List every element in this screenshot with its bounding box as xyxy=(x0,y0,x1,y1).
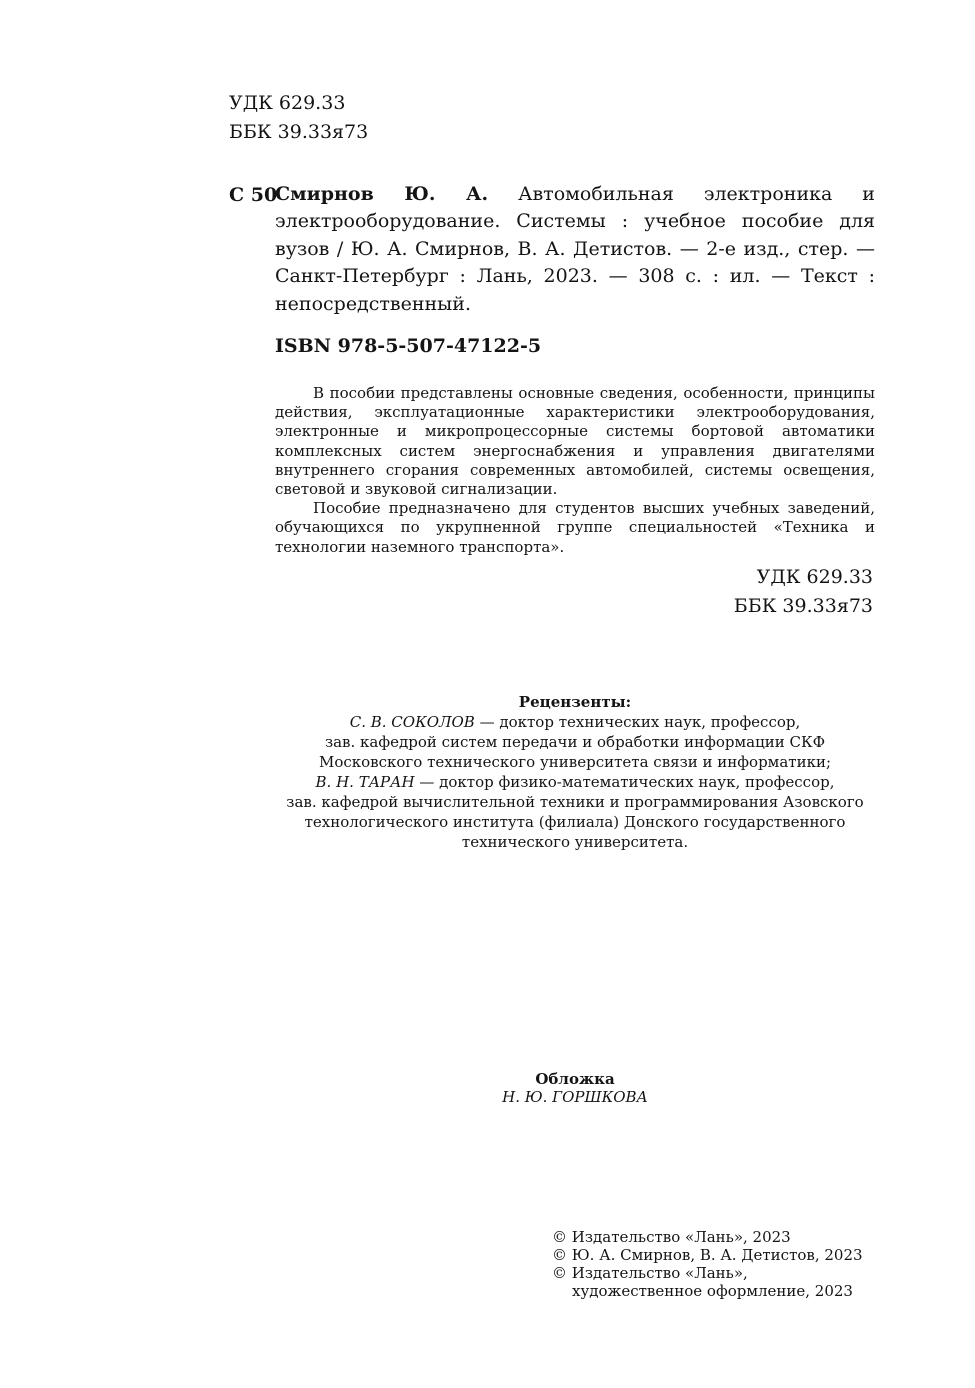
bbk-code-repeat: ББК 39.33я73 xyxy=(733,595,873,617)
cover-heading: Обложка xyxy=(535,1070,615,1088)
isbn: ISBN 978-5-507-47122-5 xyxy=(275,335,542,357)
udk-code-repeat: УДК 629.33 xyxy=(756,566,873,588)
copyright-line: художественное оформление, 2023 xyxy=(572,1282,853,1300)
catalog-number: С 50 xyxy=(229,184,278,206)
reviewer-line: технологического института (филиала) Донского государственного xyxy=(304,813,846,831)
copyright-line: © Ю. А. Смирнов, В. А. Детистов, 2023 xyxy=(552,1246,863,1264)
bbk-code: ББК 39.33я73 xyxy=(229,121,369,143)
cover-credit xyxy=(425,1071,725,1106)
bibliographic-description: Автомобильная электроника и электрооборудование. Системы : учебное пособие для вузов / Ю. А. Смирнов, В. А. Детистов. — 2-е изд., стер. — Санкт-Петербург : Лань, 2023. — 308 с. : ил. — Текст : непосредственный. xyxy=(275,183,875,315)
copyright-line: © Издательство «Лань», 2023 xyxy=(552,1228,791,1246)
cover-artist: Н. Ю. ГОРШКОВА xyxy=(502,1087,648,1106)
reviewer-line: Московского технического университета связи и информатики; xyxy=(318,753,832,771)
reviewers-heading: Рецензенты: xyxy=(518,693,632,711)
annotation-paragraph: Пособие предназначено для студентов высших учебных заведений, обучающихся по укрупненной группе специальностей «Техника и технологии наземного транспорта». xyxy=(275,499,875,556)
annotation xyxy=(275,384,875,557)
reviewer-line: зав. кафедрой вычислительной техники и программирования Азовского xyxy=(286,793,864,811)
bibliographic-record xyxy=(275,181,875,318)
author-heading: Смирнов Ю. А. xyxy=(275,183,489,205)
udk-code: УДК 629.33 xyxy=(229,92,346,114)
reviewer-line: технического университета. xyxy=(461,833,689,851)
copyright-line: © Издательство «Лань», xyxy=(552,1264,748,1282)
reviewer-line xyxy=(225,772,925,792)
reviewers-block xyxy=(225,692,925,852)
reviewer-name: С. В. СОКОЛОВ xyxy=(349,713,475,731)
reviewer-credentials: — доктор физико-математических наук, профессор, xyxy=(414,773,835,791)
reviewer-name: В. Н. ТАРАН xyxy=(315,773,415,791)
annotation-paragraph: В пособии представлены основные сведения, особенности, принципы действия, эксплуатационные характеристики электрооборудования, электронные и микропроцессорные системы бортовой автоматики комплексных систем энергоснабжения и управления двигателями внутреннего сгорания современных автомобилей, системы освещения, световой и звуковой сигнализации. xyxy=(275,384,875,499)
reviewer-line: зав. кафедрой систем передачи и обработки информации СКФ xyxy=(324,733,826,751)
reviewer-line xyxy=(225,712,925,732)
copyright-block xyxy=(552,1228,863,1300)
reviewer-credentials: — доктор технических наук, профессор, xyxy=(474,713,801,731)
